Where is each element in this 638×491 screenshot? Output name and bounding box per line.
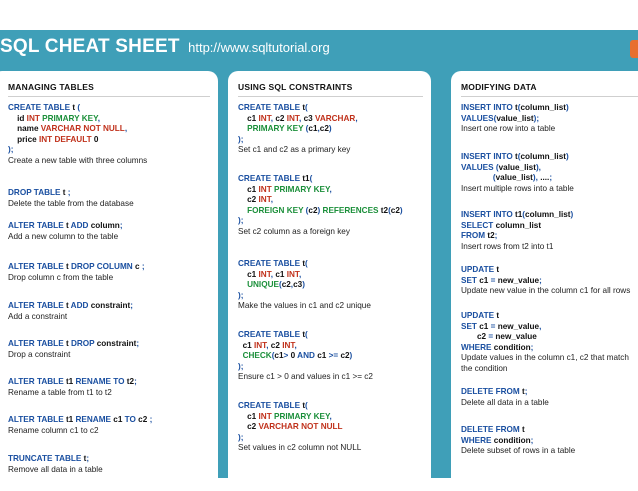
sql-description: Make the values in c1 and c2 unique [238, 301, 371, 311]
sql-code: DROP TABLE t ; [8, 188, 71, 197]
sql-snippet [0, 339, 218, 360]
sql-snippet [228, 103, 431, 156]
sql-description: Update values in the column c1, c2 that match the condition [461, 353, 629, 373]
sql-code: ALTER TABLE t ADD column; [8, 221, 123, 230]
sql-snippet [0, 103, 218, 167]
sql-description: Add a new column to the table [8, 231, 119, 241]
sql-description: Add a constraint [8, 311, 68, 321]
sql-snippet [0, 454, 218, 475]
sql-code: INSERT INTO t1(column_list) SELECT column_list FROM t2; [461, 210, 574, 241]
sql-code: ALTER TABLE t DROP COLUMN c ; [8, 262, 145, 271]
panel-managing-tables [0, 71, 218, 491]
sql-code: INSERT INTO t(column_list) VALUES (value_list), (value_list), ....; [461, 152, 569, 183]
panel-modifying-data [451, 71, 638, 491]
sql-description: Create a new table with three columns [8, 155, 148, 165]
site-url[interactable]: http://www.sqltutorial.org [188, 40, 330, 55]
sql-description: Delete subset of rows in a table [461, 446, 576, 456]
sql-description: Ensure c1 > 0 and values in c1 >= c2 [238, 372, 373, 382]
sql-snippet [451, 311, 638, 375]
sql-code: CREATE TABLE t1( c1 INT PRIMARY KEY, c2 INT, FOREIGN KEY (c2) REFERENCES t2(c2) ); [238, 174, 403, 226]
sql-code: UPDATE t SET c1 = new_value, c2 = new_value WHERE condition; [461, 311, 542, 352]
sql-description: Insert rows from t2 into t1 [461, 241, 554, 251]
panel-sql-constraints [228, 71, 431, 491]
sql-snippet [0, 301, 218, 322]
sql-snippet [451, 103, 638, 135]
sql-description: Set values in c2 column not NULL [238, 443, 362, 453]
panel-title: MANAGING TABLES [8, 71, 210, 97]
sql-snippet [228, 259, 431, 312]
sql-snippet [451, 210, 638, 252]
sql-code: ALTER TABLE t1 RENAME TO t2; [8, 377, 137, 386]
sql-code: ALTER TABLE t DROP constraint; [8, 339, 140, 348]
sql-snippet [451, 387, 638, 408]
sql-description: Rename column c1 to c2 [8, 425, 99, 435]
sql-code: INSERT INTO t(column_list) VALUES(value_list); [461, 103, 569, 123]
panel-title: USING SQL CONSTRAINTS [238, 71, 423, 97]
sql-snippet [228, 330, 431, 383]
sql-snippet [0, 415, 218, 436]
sql-code: CREATE TABLE t( c1 INT, c1 INT, UNIQUE(c2,c3) ); [238, 259, 308, 300]
sql-description: Drop a constraint [8, 349, 71, 359]
sql-code: DELETE FROM t; [461, 387, 528, 396]
sql-description: Insert multiple rows into a table [461, 183, 574, 193]
sql-snippet [228, 174, 431, 238]
sql-description: Delete the table from the database [8, 198, 134, 208]
sql-code: ALTER TABLE t ADD constraint; [8, 301, 134, 310]
logo-icon [630, 40, 638, 58]
sql-snippet [451, 265, 638, 297]
sql-snippet [0, 221, 218, 242]
sql-description: Drop column c from the table [8, 272, 114, 282]
sql-description: Update new value in the column c1 for all rows [461, 286, 631, 296]
panel-title: MODIFYING DATA [461, 71, 638, 97]
sql-code: DELETE FROM t WHERE condition; [461, 425, 534, 445]
sql-description: Delete all data in a table [461, 397, 549, 407]
sql-description: Remove all data in a table [8, 464, 103, 474]
page-header [0, 36, 330, 66]
sql-snippet [228, 401, 431, 454]
sql-code: TRUNCATE TABLE t; [8, 454, 90, 463]
sql-code: UPDATE t SET c1 = new_value; [461, 265, 542, 285]
sql-code: CREATE TABLE t( c1 INT, c2 INT, CHECK(c1> 0 AND c1 >= c2) ); [238, 330, 353, 371]
sql-description: Set c2 column as a foreign key [238, 226, 350, 236]
sql-description: Rename a table from t1 to t2 [8, 387, 112, 397]
sql-code: ALTER TABLE t1 RENAME c1 TO c2 ; [8, 415, 153, 424]
page-title: SQL CHEAT SHEET [0, 36, 180, 57]
sql-description: Set c1 and c2 as a primary key [238, 145, 351, 155]
sql-code: CREATE TABLE t( c1 INT, c2 INT, c3 VARCHAR, PRIMARY KEY (c1,c2) ); [238, 103, 358, 144]
sql-snippet [0, 377, 218, 398]
sql-code: CREATE TABLE t ( id INT PRIMARY KEY, name VARCHAR NOT NULL, price INT DEFAULT 0 ); [8, 103, 128, 155]
sql-code: CREATE TABLE t( c1 INT PRIMARY KEY, c2 VARCHAR NOT NULL ); [238, 401, 343, 442]
sql-snippet [451, 425, 638, 457]
sql-snippet [451, 152, 638, 194]
sql-snippet [0, 188, 218, 209]
sql-description: Insert one row into a table [461, 124, 556, 134]
sql-snippet [0, 262, 218, 283]
